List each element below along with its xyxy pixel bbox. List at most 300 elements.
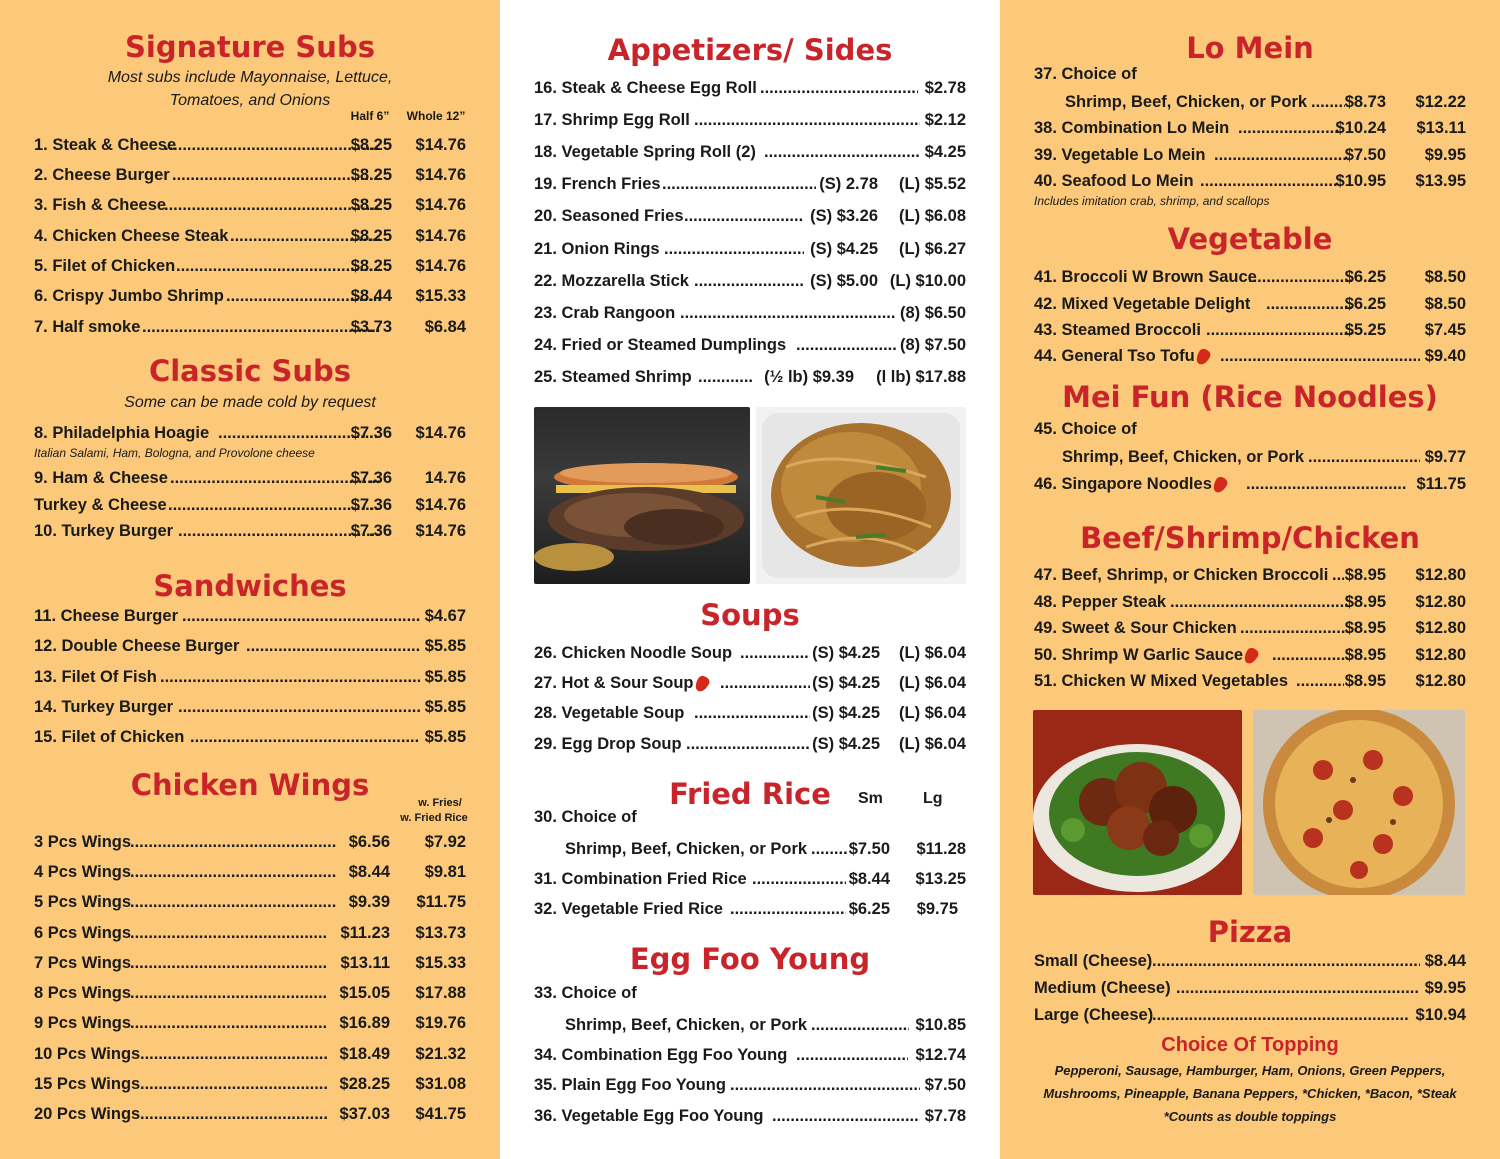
menu-item — [34, 134, 474, 156]
item-price-half: $8.44 — [350, 287, 392, 305]
item-name: 10. Turkey Burger — [34, 522, 174, 540]
menu-item — [34, 255, 474, 277]
item-price: $9.77 — [1424, 448, 1466, 466]
spicy-pepper-icon — [1211, 475, 1229, 495]
item-name: 32. Vegetable Fried Rice — [534, 900, 723, 918]
menu-item — [34, 1103, 466, 1125]
item-price-lg: $7.45 — [1424, 321, 1466, 339]
menu-item — [534, 270, 966, 292]
item-price-fries: $15.05 — [339, 984, 390, 1002]
leader-dots — [1308, 446, 1420, 468]
leader-dots — [1206, 319, 1354, 341]
item-price-large: (L) $6.04 — [899, 674, 966, 692]
signature-subs-subtitle: Most subs include Mayonnaise, Lettuce, — [107, 69, 393, 86]
item-price-whole: 14.76 — [424, 469, 466, 487]
menu-item — [34, 1043, 466, 1065]
item-price-fries: $11.23 — [340, 924, 390, 942]
item-price-small: (S) $4.25 — [812, 644, 880, 662]
menu-item — [34, 635, 466, 657]
lg-header: Lg — [923, 790, 943, 807]
item-price-half: $8.25 — [350, 166, 392, 184]
choice-of-label: 33. Choice of — [534, 984, 637, 1002]
leader-dots — [740, 642, 810, 664]
cheesesteak-illustration — [534, 407, 750, 584]
item-name: 51. Chicken W Mixed Vegetables — [1034, 672, 1289, 690]
item-price-sm: $7.50 — [848, 840, 890, 858]
leader-dots — [1296, 670, 1344, 692]
item-name-text: 50. Shrimp W Garlic Sauce — [1034, 646, 1244, 664]
item-name: 3. Fish & Cheese — [34, 196, 167, 214]
item-name: 36. Vegetable Egg Foo Young — [534, 1107, 764, 1125]
item-name: 7. Half smoke — [34, 318, 141, 336]
item-price-small: (S) $4.25 — [812, 735, 880, 753]
item-price: $7.50 — [924, 1076, 966, 1094]
item-price-fries: $9.39 — [348, 893, 390, 911]
item-price-sm: $8.95 — [1344, 646, 1386, 664]
item-name-text: 27. Hot & Sour Soup — [534, 674, 694, 692]
menu-item — [1034, 644, 1466, 666]
item-price-whole: $14.76 — [415, 496, 466, 514]
item-name: 8. Philadelphia Hoagie — [34, 424, 210, 442]
item-price-whole: $14.76 — [415, 196, 466, 214]
item-price-large: (L) $6.04 — [899, 735, 966, 753]
item-name — [534, 672, 708, 694]
leader-dots — [178, 696, 420, 718]
item-price: $10.94 — [1415, 1006, 1466, 1024]
menu-item — [34, 1012, 466, 1034]
leader-dots — [1152, 950, 1420, 972]
item-name: 9 Pcs Wings — [34, 1014, 132, 1032]
leader-dots — [160, 666, 420, 688]
general-tso-illustration — [1033, 710, 1242, 895]
classic-subs-title: Classic Subs — [148, 354, 352, 388]
menu-item — [565, 1014, 966, 1036]
general-tso-photo — [1033, 710, 1242, 895]
item-price-half: $3.73 — [350, 318, 392, 336]
menu-item — [34, 952, 466, 974]
leader-dots — [130, 922, 328, 944]
menu-item — [34, 494, 474, 516]
item-price-rice: $9.81 — [424, 863, 466, 881]
item-price-sm: $8.95 — [1344, 672, 1386, 690]
item-price-lg: $12.80 — [1415, 566, 1466, 584]
item-name: 41. Broccoli W Brown Sauce — [1034, 268, 1257, 286]
item-price-lg: $11.28 — [916, 840, 966, 858]
whole-header: Whole 12” — [406, 109, 466, 123]
menu-item — [534, 1105, 966, 1127]
item-price: $2.78 — [924, 79, 966, 97]
item-price-lg: $13.25 — [915, 870, 966, 888]
leader-dots — [680, 302, 896, 324]
item-price: $8.44 — [1424, 952, 1466, 970]
menu-item — [534, 205, 966, 227]
menu-item — [534, 109, 966, 131]
leader-dots — [168, 494, 380, 516]
item-price-fries: $6.56 — [348, 833, 390, 851]
item-price-rice: $31.08 — [415, 1075, 466, 1093]
middle-panel — [500, 0, 1000, 1159]
item-price: $5.85 — [424, 637, 466, 655]
item-price-rice: $11.75 — [416, 893, 466, 911]
item-name: 2. Cheese Burger — [34, 166, 170, 184]
pizza-illustration — [1253, 710, 1465, 895]
item-name: 34. Combination Egg Foo Young — [534, 1046, 788, 1064]
menu-item — [1034, 144, 1466, 166]
item-name: 42. Mixed Vegetable Delight — [1034, 295, 1251, 313]
fried-rice-title: Fried Rice — [669, 777, 831, 811]
chicken-wings-title: Chicken Wings — [130, 768, 370, 802]
menu-item — [1034, 117, 1466, 139]
leader-dots — [164, 194, 380, 216]
menu-item — [1034, 319, 1466, 341]
pizza-title: Pizza — [1207, 915, 1293, 949]
item-price-small: (S) $4.25 — [810, 240, 878, 258]
menu-item — [34, 831, 466, 853]
menu-item — [534, 898, 966, 920]
sm-header: Sm — [858, 790, 883, 807]
menu-item — [1034, 591, 1466, 613]
menu-item — [1034, 293, 1466, 315]
item-price-whole: $14.76 — [415, 522, 466, 540]
leader-dots — [1311, 91, 1345, 113]
item-price-large: (L) $6.08 — [899, 207, 966, 225]
beef-shrimp-chicken-title: Beef/Shrimp/Chicken — [1080, 521, 1420, 555]
item-name: Shrimp, Beef, Chicken, or Pork — [565, 1016, 808, 1034]
item-name — [1034, 644, 1257, 666]
leader-dots — [1176, 977, 1420, 999]
item-name: 9. Ham & Cheese — [34, 469, 168, 487]
appetizers-title: Appetizers/ Sides — [607, 33, 893, 67]
item-name: 16. Steak & Cheese Egg Roll — [534, 79, 757, 97]
menu-item — [34, 164, 474, 186]
item-price-half: $8.25 — [350, 227, 392, 245]
item-price-large: (L) $6.04 — [899, 644, 966, 662]
menu-item — [1062, 446, 1466, 468]
item-name: 5. Filet of Chicken — [34, 257, 176, 275]
item-name: 7 Pcs Wings — [34, 954, 132, 972]
item-price-large: (L) $6.04 — [899, 704, 966, 722]
item-price-lg: $12.80 — [1415, 672, 1466, 690]
left-panel — [0, 0, 500, 1159]
leader-dots — [811, 838, 847, 860]
item-price: $12.74 — [915, 1046, 966, 1064]
topping-list: Pepperoni, Sausage, Hamburger, Ham, Onions, Green Peppers, — [1054, 1063, 1446, 1078]
cheesesteak-photo — [534, 407, 750, 584]
menu-item — [1034, 670, 1466, 692]
item-price-half: $8.25 — [350, 257, 392, 275]
item-name: 31. Combination Fried Rice — [534, 870, 747, 888]
item-price-large: (L) $5.52 — [899, 175, 966, 193]
menu-item — [534, 173, 966, 195]
menu-item — [34, 726, 466, 748]
item-price-large: (L) $10.00 — [889, 272, 966, 290]
leader-dots — [730, 898, 846, 920]
item-price-small: (S) 2.78 — [819, 175, 878, 193]
topping-list: Mushrooms, Pineapple, Banana Peppers, *Chicken, *Bacon, *Steak — [1043, 1086, 1457, 1101]
item-price-sm: $7.50 — [1344, 146, 1386, 164]
item-name-text: 44. General Tso Tofu — [1034, 347, 1195, 365]
item-price-lg: $12.80 — [1415, 619, 1466, 637]
menu-item — [1034, 950, 1466, 972]
leader-dots — [684, 205, 804, 227]
item-name: Large (Cheese) — [1034, 1006, 1154, 1024]
spicy-pepper-icon — [1242, 646, 1260, 666]
choice-of-label: 37. Choice of — [1034, 65, 1137, 83]
item-name: 43. Steamed Broccoli — [1034, 321, 1201, 339]
signature-subs-subtitle: Tomatoes, and Onions — [169, 92, 331, 109]
item-price-whole: $6.84 — [424, 318, 466, 336]
menu-item — [34, 891, 466, 913]
leader-dots — [140, 1073, 328, 1095]
item-price: $10.85 — [915, 1016, 966, 1034]
item-name: 47. Beef, Shrimp, or Chicken Broccoli — [1034, 566, 1329, 584]
item-name: 21. Onion Rings — [534, 240, 660, 258]
item-name: 4. Chicken Cheese Steak — [34, 227, 229, 245]
menu-item — [534, 77, 966, 99]
item-price-large: (L) $6.27 — [899, 240, 966, 258]
lo-mein-illustration — [756, 407, 966, 584]
item-price-half: $8.25 — [350, 196, 392, 214]
menu-item — [1034, 617, 1466, 639]
item-name: Turkey & Cheese — [34, 496, 167, 514]
choice-of-label: 30. Choice of — [534, 808, 637, 826]
menu-item — [534, 1074, 966, 1096]
menu-item — [34, 982, 466, 1004]
menu-item — [534, 302, 966, 324]
item-price-rice: $17.88 — [415, 984, 466, 1002]
item-price-large: (l lb) $17.88 — [876, 368, 966, 386]
item-price-small: (S) $3.26 — [810, 207, 878, 225]
menu-item — [1034, 266, 1466, 288]
item-name: 5 Pcs Wings — [34, 893, 132, 911]
item-price-lg: $8.50 — [1424, 268, 1466, 286]
item-name: 17. Shrimp Egg Roll — [534, 111, 690, 129]
item-price: $4.67 — [424, 607, 466, 625]
item-price-half: $7.36 — [350, 469, 392, 487]
item-name: 20 Pcs Wings — [34, 1105, 141, 1123]
leader-dots — [1152, 1004, 1408, 1026]
item-name — [1034, 345, 1209, 367]
item-name: 23. Crab Rangoon — [534, 304, 676, 322]
leader-dots — [130, 982, 328, 1004]
menu-item — [534, 642, 966, 664]
menu-item — [34, 225, 474, 247]
item-price-sm: $6.25 — [1344, 268, 1386, 286]
leader-dots — [130, 831, 336, 853]
classic-subs-subtitle: Some can be made cold by request — [124, 394, 376, 411]
item-price-fries: $28.25 — [339, 1075, 390, 1093]
menu-item — [1065, 91, 1466, 113]
item-price: $5.85 — [424, 668, 466, 686]
egg-foo-young-title: Egg Foo Young — [629, 942, 871, 976]
item-price-lg: $9.75 — [916, 900, 958, 918]
item-price: $11.75 — [1416, 475, 1466, 493]
leader-dots — [176, 255, 380, 277]
item-price-sm: $6.25 — [848, 900, 890, 918]
item-price-half: $8.25 — [350, 136, 392, 154]
wings-header: w. Fried Rice — [400, 812, 468, 824]
item-name: 20. Seasoned Fries — [534, 207, 684, 225]
leader-dots — [172, 164, 380, 186]
menu-item — [1034, 564, 1466, 586]
leader-dots — [164, 134, 380, 156]
leader-dots — [130, 861, 336, 883]
item-name: 22. Mozzarella Stick — [534, 272, 689, 290]
item-name: 49. Sweet & Sour Chicken — [1034, 619, 1237, 637]
right-panel — [1000, 0, 1500, 1159]
menu-item — [534, 141, 966, 163]
item-price-fries: $37.03 — [339, 1105, 390, 1123]
leader-dots — [730, 1074, 920, 1096]
menu-item — [34, 1073, 466, 1095]
leader-dots — [1200, 170, 1338, 192]
item-price-small: (S) $5.00 — [810, 272, 878, 290]
item-name: Small (Cheese) — [1034, 952, 1153, 970]
leader-dots — [140, 1043, 328, 1065]
item-name: 6. Crispy Jumbo Shrimp — [34, 287, 224, 305]
seafood-note: Includes imitation crab, shrimp, and scallops — [1034, 194, 1270, 208]
item-price-lg: $12.80 — [1415, 593, 1466, 611]
item-name: 6 Pcs Wings — [34, 924, 132, 942]
menu-item — [1034, 170, 1466, 192]
item-price-sm: $5.25 — [1344, 321, 1386, 339]
item-price-lg: $13.95 — [1415, 172, 1466, 190]
leader-dots — [686, 733, 810, 755]
item-name: 19. French Fries — [534, 175, 661, 193]
spicy-pepper-icon — [692, 674, 710, 694]
item-price-sm: $8.44 — [848, 870, 890, 888]
item-name: 14. Turkey Burger — [34, 698, 174, 716]
item-name: 40. Seafood Lo Mein — [1034, 172, 1194, 190]
leader-dots — [1266, 293, 1354, 315]
item-name: 18. Vegetable Spring Roll (2) — [534, 143, 756, 161]
item-price-whole: $14.76 — [415, 424, 466, 442]
item-price: $5.85 — [424, 698, 466, 716]
item-name: 48. Pepper Steak — [1034, 593, 1167, 611]
item-name: 35. Plain Egg Foo Young — [534, 1076, 726, 1094]
mei-fun-title: Mei Fun (Rice Noodles) — [1062, 380, 1438, 414]
item-price-half: $7.36 — [350, 424, 392, 442]
item-name: 15. Filet of Chicken — [34, 728, 185, 746]
item-name: 39. Vegetable Lo Mein — [1034, 146, 1206, 164]
wings-header: w. Fries/ — [418, 797, 462, 809]
vegetable-title: Vegetable — [1167, 222, 1333, 256]
leader-dots — [698, 366, 752, 388]
leader-dots — [130, 1012, 328, 1034]
menu-item — [534, 238, 966, 260]
menu-item — [34, 605, 466, 627]
item-price-sm: $8.73 — [1344, 93, 1386, 111]
item-name: 28. Vegetable Soup — [534, 704, 685, 722]
item-price-whole: $14.76 — [415, 257, 466, 275]
signature-subs-title: Signature Subs — [125, 30, 375, 64]
item-price: $9.95 — [1424, 979, 1466, 997]
leader-dots — [178, 520, 380, 542]
item-price-sm: $10.95 — [1335, 172, 1386, 190]
menu-item — [34, 861, 466, 883]
item-name-text: 46. Singapore Noodles — [1034, 475, 1212, 493]
item-name: 24. Fried or Steamed Dumplings — [534, 336, 787, 354]
item-price: $9.40 — [1424, 347, 1466, 365]
topping-title: Choice Of Topping — [1161, 1034, 1339, 1056]
leader-dots — [752, 868, 846, 890]
menu-item — [34, 666, 466, 688]
item-name: 4 Pcs Wings — [34, 863, 132, 881]
leader-dots — [1220, 345, 1420, 367]
menu-item — [34, 520, 474, 542]
item-name: 26. Chicken Noodle Soup — [534, 644, 733, 662]
item-price: $7.78 — [924, 1107, 966, 1125]
item-price: (8) $7.50 — [899, 336, 966, 354]
leader-dots — [1248, 266, 1354, 288]
menu-item — [565, 838, 966, 860]
item-price-rice: $41.75 — [415, 1105, 466, 1123]
leader-dots — [694, 109, 920, 131]
item-price-whole: $14.76 — [415, 166, 466, 184]
leader-dots — [140, 1103, 328, 1125]
menu-item — [34, 696, 466, 718]
leader-dots — [772, 1105, 920, 1127]
item-name: 13. Filet Of Fish — [34, 668, 157, 686]
menu-item — [1034, 345, 1466, 367]
item-name: 29. Egg Drop Soup — [534, 735, 682, 753]
item-price-sm: $10.24 — [1335, 119, 1386, 137]
leader-dots — [811, 1014, 909, 1036]
menu-item — [534, 366, 966, 388]
item-price-half: $7.36 — [350, 522, 392, 540]
leader-dots — [1170, 591, 1348, 613]
leader-dots — [694, 702, 810, 724]
item-name: 11. Cheese Burger — [34, 607, 178, 625]
leader-dots — [662, 173, 816, 195]
item-price-lg: $9.95 — [1424, 146, 1466, 164]
leader-dots — [760, 77, 918, 99]
item-name: 15 Pcs Wings — [34, 1075, 141, 1093]
item-price-whole: $15.33 — [415, 287, 466, 305]
leader-dots — [1332, 564, 1344, 586]
item-price-rice: $15.33 — [415, 954, 466, 972]
menu-item — [1034, 977, 1466, 999]
lo-mein-title: Lo Mein — [1186, 31, 1314, 65]
leader-dots — [1214, 144, 1348, 166]
item-price-half: $7.36 — [350, 496, 392, 514]
item-price-rice: $13.73 — [415, 924, 466, 942]
item-price-sm: $6.25 — [1344, 295, 1386, 313]
leader-dots — [130, 891, 336, 913]
item-price-rice: $19.76 — [415, 1014, 466, 1032]
menu-item — [534, 334, 966, 356]
menu-item — [534, 672, 966, 694]
item-price-whole: $14.76 — [415, 136, 466, 154]
item-name: Shrimp, Beef, Chicken, or Pork — [1062, 448, 1305, 466]
leader-dots — [796, 1044, 908, 1066]
item-price-lg: $8.50 — [1424, 295, 1466, 313]
leader-dots — [1246, 473, 1406, 495]
item-price: $4.25 — [924, 143, 966, 161]
menu-item — [1034, 1004, 1466, 1026]
item-name: 38. Combination Lo Mein — [1034, 119, 1230, 137]
item-price-small: (S) $4.25 — [812, 674, 880, 692]
item-name — [1034, 473, 1226, 495]
item-price-rice: $7.92 — [424, 833, 466, 851]
leader-dots — [170, 467, 380, 489]
item-name: 1. Steak & Cheese — [34, 136, 177, 154]
item-price: (8) $6.50 — [899, 304, 966, 322]
menu-item — [534, 733, 966, 755]
leader-dots — [142, 316, 380, 338]
item-price-rice: $21.32 — [415, 1045, 466, 1063]
item-price: $2.12 — [924, 111, 966, 129]
